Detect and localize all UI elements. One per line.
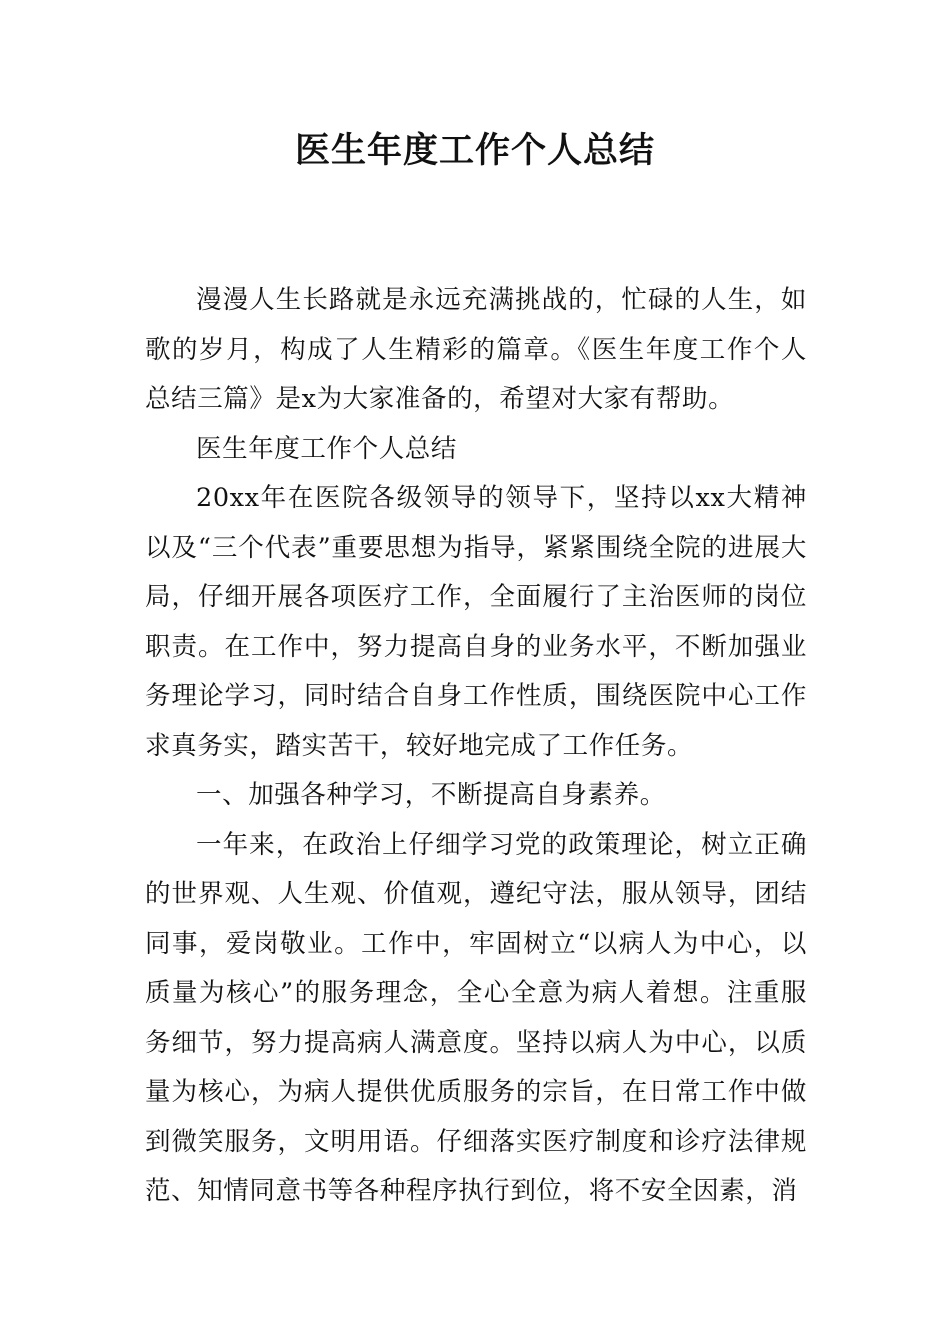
paragraph-intro: 漫漫人生长路就是永远充满挑战的，忙碌的人生，如歌的岁月，构成了人生精彩的篇章。《医生年度工作个人总结三篇》是x为大家准备的，希望对大家有帮助。 [145,285,807,414]
document-title: 医生年度工作个人总结 [294,130,655,171]
paragraph-overview: 20xx年在医院各级领导的领导下，坚持以xx大精神以及“三个代表”重要思想为指导，紧紧围绕全院的进展大局，仔细开展各项医疗工作，全面履行了主治医师的岗位职责。在工作中，努力提高自身的业务水平，不断加强业务理论学习，同时结合自身工作性质，围绕医院中心工作求真务实，踏实苦干，较好地完成了工作任务。 [145,483,807,761]
paragraph-subtitle: 医生年度工作个人总结 [196,433,458,464]
document-body [145,276,807,1217]
paragraph-section-heading: 一、加强各种学习，不断提高自身素养。 [196,780,666,810]
paragraph-section-content: 一年来，在政治上仔细学习党的政策理论，树立正确的世界观、人生观、价值观，遵纪守法，服从领导，团结同事，爱岗敬业。工作中，牢固树立“以病人为中心，以质量为核心”的服务理念，全心全意为病人着想。注重服务细节，努力提高病人满意度。坚持以病人为中心，以质量为核心，为病人提供优质服务的宗旨，在日常工作中做到微笑服务，文明用语。仔细落实医疗制度和诊疗法律规范、知情同意书等各种程序执行到位，将不安全因素，消 [145,829,807,1206]
